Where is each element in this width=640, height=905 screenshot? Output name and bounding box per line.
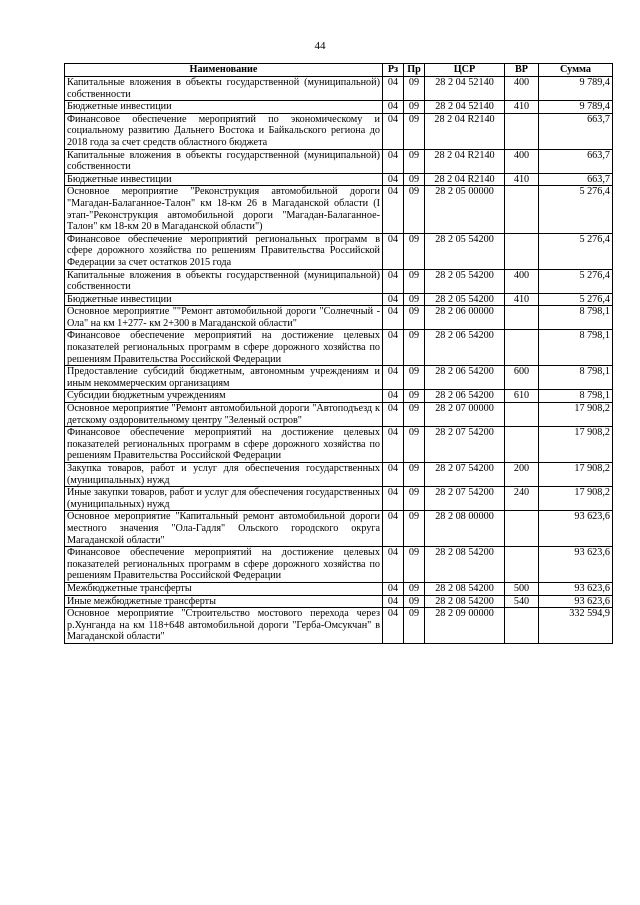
cell-pr: 09: [404, 582, 425, 595]
cell-csr: 28 2 04 R2140: [425, 149, 505, 173]
table-row: [65, 511, 613, 547]
cell-sum: 5 276,4: [539, 186, 613, 233]
cell-csr: 28 2 05 00000: [425, 186, 505, 233]
cell-name: Бюджетные инвестиции: [65, 173, 383, 186]
cell-sum: 17 908,2: [539, 463, 613, 487]
cell-pr: 09: [404, 463, 425, 487]
cell-sum: 5 276,4: [539, 293, 613, 306]
cell-sum: 93 623,6: [539, 595, 613, 608]
cell-sum: 17 908,2: [539, 427, 613, 463]
cell-rz: 04: [383, 269, 404, 293]
cell-vr: 410: [505, 101, 539, 114]
cell-csr: 28 2 08 00000: [425, 511, 505, 547]
cell-name: Субсидии бюджетным учреждениям: [65, 390, 383, 403]
cell-name: Финансовое обеспечение мероприятий на достижение целевых показателей региональных программ в сфере дорожного хозяйства по решениям Правительства Российской Федерации: [65, 330, 383, 366]
table-row: [65, 582, 613, 595]
cell-sum: 663,7: [539, 113, 613, 149]
cell-name: Иные межбюджетные трансферты: [65, 595, 383, 608]
cell-vr: 540: [505, 595, 539, 608]
cell-rz: 04: [383, 582, 404, 595]
cell-name: Финансовое обеспечение мероприятий по экономическому и социальному развитию Дальнего Востока и Байкальского региона до 2018 года за счет средств областного бюджета: [65, 113, 383, 149]
cell-sum: 17 908,2: [539, 403, 613, 427]
header-pr: Пр: [404, 64, 425, 77]
cell-csr: 28 2 08 54200: [425, 547, 505, 583]
cell-pr: 09: [404, 608, 425, 644]
cell-rz: 04: [383, 463, 404, 487]
header-name: Наименование: [65, 64, 383, 77]
cell-csr: 28 2 04 R2140: [425, 113, 505, 149]
cell-rz: 04: [383, 293, 404, 306]
table-row: [65, 233, 613, 269]
cell-vr: [505, 427, 539, 463]
cell-sum: 8 798,1: [539, 390, 613, 403]
cell-rz: 04: [383, 487, 404, 511]
cell-vr: 500: [505, 582, 539, 595]
cell-rz: 04: [383, 233, 404, 269]
cell-rz: 04: [383, 306, 404, 330]
table-row: [65, 149, 613, 173]
page-number: 44: [314, 40, 326, 52]
cell-rz: 04: [383, 366, 404, 390]
cell-rz: 04: [383, 547, 404, 583]
table-row: [65, 427, 613, 463]
cell-rz: 04: [383, 77, 404, 101]
cell-csr: 28 2 04 R2140: [425, 173, 505, 186]
table-row: [65, 306, 613, 330]
cell-rz: 04: [383, 608, 404, 644]
cell-sum: 663,7: [539, 173, 613, 186]
cell-pr: 09: [404, 330, 425, 366]
table-row: [65, 173, 613, 186]
cell-csr: 28 2 07 00000: [425, 403, 505, 427]
cell-rz: 04: [383, 330, 404, 366]
cell-rz: 04: [383, 101, 404, 114]
cell-name: Основное мероприятие "Ремонт автомобильной дороги "Автоподъезд к детскому оздоровительному центру "Зеленый остров": [65, 403, 383, 427]
cell-sum: 5 276,4: [539, 233, 613, 269]
cell-pr: 09: [404, 427, 425, 463]
cell-csr: 28 2 05 54200: [425, 293, 505, 306]
table-row: [65, 403, 613, 427]
table-row: [65, 293, 613, 306]
cell-name: Закупка товаров, работ и услуг для обеспечения государственных (муниципальных) нужд: [65, 463, 383, 487]
table-row: [65, 101, 613, 114]
cell-rz: 04: [383, 113, 404, 149]
cell-sum: 8 798,1: [539, 306, 613, 330]
cell-sum: 8 798,1: [539, 366, 613, 390]
cell-name: Капитальные вложения в объекты государственной (муниципальной) собственности: [65, 77, 383, 101]
cell-name: Основное мероприятие "Капитальный ремонт автомобильной дороги местного значения "Ола-Гадля" Ольского городского округа Магаданской области": [65, 511, 383, 547]
cell-vr: 600: [505, 366, 539, 390]
cell-vr: 610: [505, 390, 539, 403]
cell-csr: 28 2 06 54200: [425, 366, 505, 390]
cell-sum: 93 623,6: [539, 511, 613, 547]
cell-pr: 09: [404, 113, 425, 149]
cell-csr: 28 2 08 54200: [425, 582, 505, 595]
cell-vr: 410: [505, 293, 539, 306]
cell-pr: 09: [404, 366, 425, 390]
cell-sum: 8 798,1: [539, 330, 613, 366]
cell-vr: 200: [505, 463, 539, 487]
cell-pr: 09: [404, 101, 425, 114]
cell-csr: 28 2 05 54200: [425, 233, 505, 269]
cell-vr: [505, 186, 539, 233]
cell-pr: 09: [404, 487, 425, 511]
table-row: [65, 547, 613, 583]
cell-name: Финансовое обеспечение мероприятий на достижение целевых показателей региональных программ в сфере дорожного хозяйства по решениям Правительства Российской Федерации: [65, 547, 383, 583]
cell-name: Основное мероприятие "Реконструкция автомобильной дороги "Магадан-Балаганное-Талон" км 18-км 26 в Магаданской области (I этап-"Реконструкция автомобильной дороги "Магадан-Балаганное-Талон" км 18-км 20 в Магаданской области"): [65, 186, 383, 233]
header-vr: ВР: [505, 64, 539, 77]
cell-pr: 09: [404, 77, 425, 101]
cell-rz: 04: [383, 149, 404, 173]
table-row: [65, 595, 613, 608]
cell-rz: 04: [383, 390, 404, 403]
budget-table: [64, 63, 613, 644]
cell-name: Иные закупки товаров, работ и услуг для обеспечения государственных (муниципальных) нужд: [65, 487, 383, 511]
cell-csr: 28 2 04 52140: [425, 101, 505, 114]
cell-rz: 04: [383, 186, 404, 233]
table-row: [65, 77, 613, 101]
cell-sum: 9 789,4: [539, 77, 613, 101]
cell-pr: 09: [404, 186, 425, 233]
header-csr: ЦСР: [425, 64, 505, 77]
cell-pr: 09: [404, 547, 425, 583]
cell-vr: [505, 113, 539, 149]
cell-rz: 04: [383, 511, 404, 547]
cell-name: Капитальные вложения в объекты государственной (муниципальной) собственности: [65, 269, 383, 293]
cell-csr: 28 2 06 00000: [425, 306, 505, 330]
cell-sum: 9 789,4: [539, 101, 613, 114]
cell-pr: 09: [404, 511, 425, 547]
table-body: [65, 77, 613, 644]
cell-pr: 09: [404, 595, 425, 608]
cell-pr: 09: [404, 269, 425, 293]
cell-csr: 28 2 07 54200: [425, 427, 505, 463]
cell-pr: 09: [404, 233, 425, 269]
cell-rz: 04: [383, 427, 404, 463]
table-header-row: [65, 64, 613, 77]
cell-vr: [505, 306, 539, 330]
table-row: [65, 608, 613, 644]
cell-csr: 28 2 09 00000: [425, 608, 505, 644]
table-row: [65, 366, 613, 390]
cell-name: Основное мероприятие ""Ремонт автомобильной дороги "Солнечный - Ола" на км 1+277- км 2+300 в Магаданской области": [65, 306, 383, 330]
cell-name: Бюджетные инвестиции: [65, 293, 383, 306]
cell-name: Бюджетные инвестиции: [65, 101, 383, 114]
cell-vr: 400: [505, 269, 539, 293]
cell-name: Капитальные вложения в объекты государственной (муниципальной) собственности: [65, 149, 383, 173]
cell-sum: 93 623,6: [539, 547, 613, 583]
cell-csr: 28 2 05 54200: [425, 269, 505, 293]
cell-name: Финансовое обеспечение мероприятий региональных программ в сфере дорожного хозяйства по решениям Правительства Российской Федерации за счет остатков 2015 года: [65, 233, 383, 269]
cell-vr: [505, 233, 539, 269]
table-row: [65, 390, 613, 403]
cell-csr: 28 2 04 52140: [425, 77, 505, 101]
cell-vr: [505, 330, 539, 366]
cell-csr: 28 2 07 54200: [425, 463, 505, 487]
cell-name: Межбюджетные трансферты: [65, 582, 383, 595]
cell-vr: [505, 511, 539, 547]
table-row: [65, 113, 613, 149]
table-row: [65, 269, 613, 293]
cell-vr: 240: [505, 487, 539, 511]
cell-csr: 28 2 06 54200: [425, 390, 505, 403]
cell-vr: [505, 547, 539, 583]
cell-pr: 09: [404, 306, 425, 330]
cell-sum: 663,7: [539, 149, 613, 173]
table-row: [65, 487, 613, 511]
cell-csr: 28 2 08 54200: [425, 595, 505, 608]
table-row: [65, 330, 613, 366]
cell-sum: 5 276,4: [539, 269, 613, 293]
table-row: [65, 463, 613, 487]
cell-rz: 04: [383, 595, 404, 608]
cell-vr: [505, 608, 539, 644]
cell-vr: 400: [505, 149, 539, 173]
table-row: [65, 186, 613, 233]
header-rz: Рз: [383, 64, 404, 77]
cell-csr: 28 2 06 54200: [425, 330, 505, 366]
cell-vr: 410: [505, 173, 539, 186]
cell-name: Финансовое обеспечение мероприятий на достижение целевых показателей региональных программ в сфере дорожного хозяйства по решениям Правительства Российской Федерации: [65, 427, 383, 463]
cell-pr: 09: [404, 293, 425, 306]
cell-rz: 04: [383, 173, 404, 186]
cell-pr: 09: [404, 390, 425, 403]
cell-vr: 400: [505, 77, 539, 101]
cell-vr: [505, 403, 539, 427]
cell-pr: 09: [404, 403, 425, 427]
cell-pr: 09: [404, 149, 425, 173]
header-sum: Сумма: [539, 64, 613, 77]
cell-sum: 93 623,6: [539, 582, 613, 595]
cell-name: Предоставление субсидий бюджетным, автономным учреждениям и иным некоммерческим организациям: [65, 366, 383, 390]
cell-csr: 28 2 07 54200: [425, 487, 505, 511]
cell-name: Основное мероприятие "Строительство мостового перехода через р.Хунганда на км 118+648 автомобильной дороги "Герба-Омсукчан" в Магаданской области": [65, 608, 383, 644]
cell-pr: 09: [404, 173, 425, 186]
cell-sum: 17 908,2: [539, 487, 613, 511]
cell-sum: 332 594,9: [539, 608, 613, 644]
cell-rz: 04: [383, 403, 404, 427]
